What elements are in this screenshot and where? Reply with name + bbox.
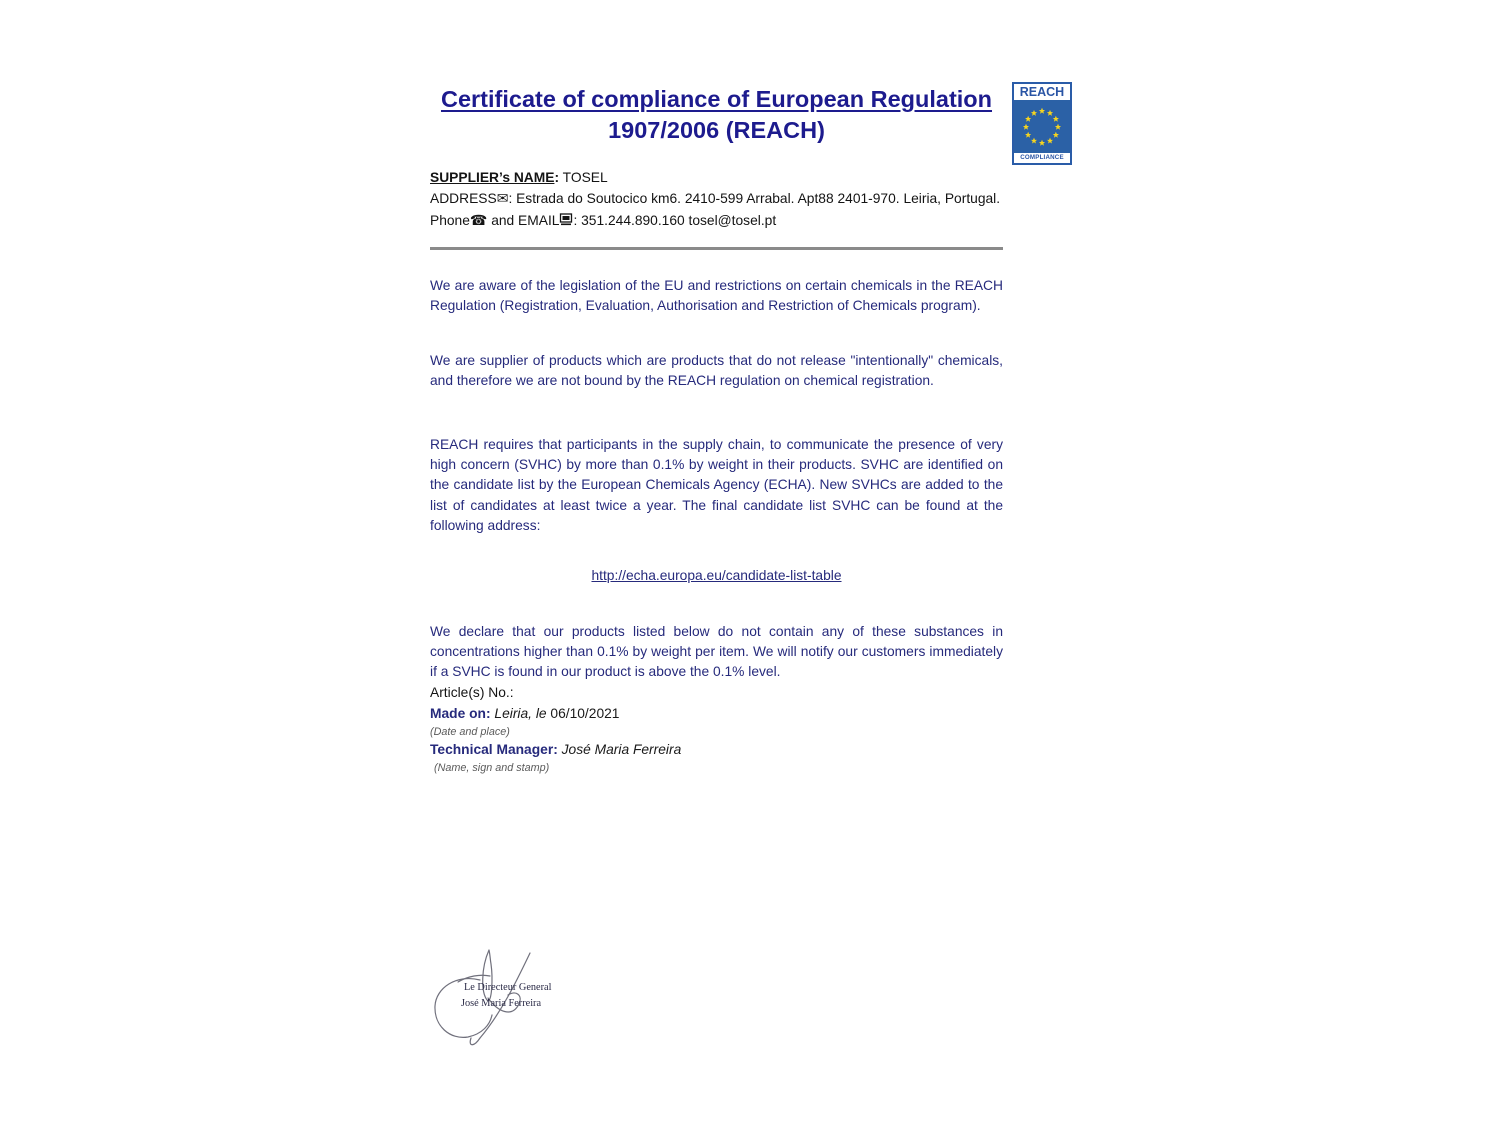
name-sign-stamp-note: (Name, sign and stamp)	[434, 761, 550, 774]
technical-manager-label: Technical Manager:	[430, 741, 558, 757]
email-label: and EMAIL	[487, 212, 560, 228]
certificate-document	[430, 84, 1003, 775]
paragraph-declaration: We declare that our products listed below do not contain any of these substances in concentrations higher than 0.1% by weight per item. We will notify our customers immediately if a SVHC is found in our product is above the 0.1% level.	[430, 624, 1003, 680]
supplier-name-line: SUPPLIER’s NAME: TOSEL	[430, 170, 608, 185]
handwritten-signature	[428, 946, 558, 1056]
eu-stars-field	[1014, 100, 1070, 153]
phone-label: Phone	[430, 212, 470, 228]
made-on-date: 06/10/2021	[550, 705, 620, 721]
signature-name-text: José Maria Ferreira	[461, 998, 542, 1009]
paragraph-supplier-statement: We are supplier of products which are products that do not release "intentionally" chemicals, and therefore we are not bound by the REACH regulation on chemical registration.	[430, 352, 1003, 388]
phone-icon: ☎	[469, 211, 488, 228]
date-place-note: (Date and place)	[430, 725, 510, 738]
title-line2: 1907/2006 (REACH)	[608, 117, 825, 143]
supplier-name-label: SUPPLIER’s NAME	[430, 170, 555, 185]
supplier-name-value: TOSEL	[562, 170, 608, 185]
technical-manager-line	[430, 739, 1003, 760]
made-on-label: Made on:	[430, 705, 491, 721]
signature-scribble-icon	[428, 946, 558, 1056]
signature-title-text: Le Directeur General	[464, 982, 552, 993]
reach-compliance-logo	[1012, 82, 1072, 165]
address-value: : Estrada do Soutocico km6. 2410-599 Arrabal. Apt88 2401-970. Leiria, Portugal.	[508, 191, 1001, 207]
technical-manager-name: José Maria Ferreira	[561, 741, 682, 757]
candidate-list-link-line	[430, 566, 1003, 586]
address-label: ADDRESS	[430, 191, 497, 207]
title-line1: Certificate of compliance of European Regulation	[440, 86, 993, 112]
supplier-address-line	[430, 188, 1003, 209]
section-divider	[430, 247, 1003, 250]
eu-stars-icon	[1014, 101, 1070, 153]
supplier-block	[430, 168, 1003, 231]
supplier-contact-line	[430, 210, 1003, 231]
contact-value: : 351.244.890.160 tosel@tosel.pt	[573, 212, 777, 228]
reach-logo-title: REACH	[1014, 84, 1070, 100]
made-on-line	[430, 703, 1003, 724]
envelope-icon: ✉	[496, 190, 509, 207]
article-number-label: Article(s) No.:	[430, 684, 514, 700]
paragraph-reach-requirement: REACH requires that participants in the supply chain, to communicate the presence of very high concern (SVHC) by more than 0.1% by weight in their products. SVHC are identified on the candidate list by the European Chemicals Agency (ECHA). New SVHCs are added to the list of candidates at least twice a year. The final candidate list SVHC can be found at the following address:	[430, 437, 1003, 533]
made-on-place: Leiria, le	[494, 705, 547, 721]
page-title	[430, 84, 1003, 146]
paragraph-awareness: We are aware of the legislation of the EU and restrictions on certain chemicals in the REACH Regulation (Registration, Evaluation, Authorisation and Restriction of Chemicals program).	[430, 278, 1003, 314]
computer-icon	[559, 213, 573, 226]
reach-logo-compliance-text: COMPLIANCE	[1014, 153, 1070, 163]
candidate-list-link[interactable]: http://echa.europa.eu/candidate-list-table	[591, 568, 842, 584]
